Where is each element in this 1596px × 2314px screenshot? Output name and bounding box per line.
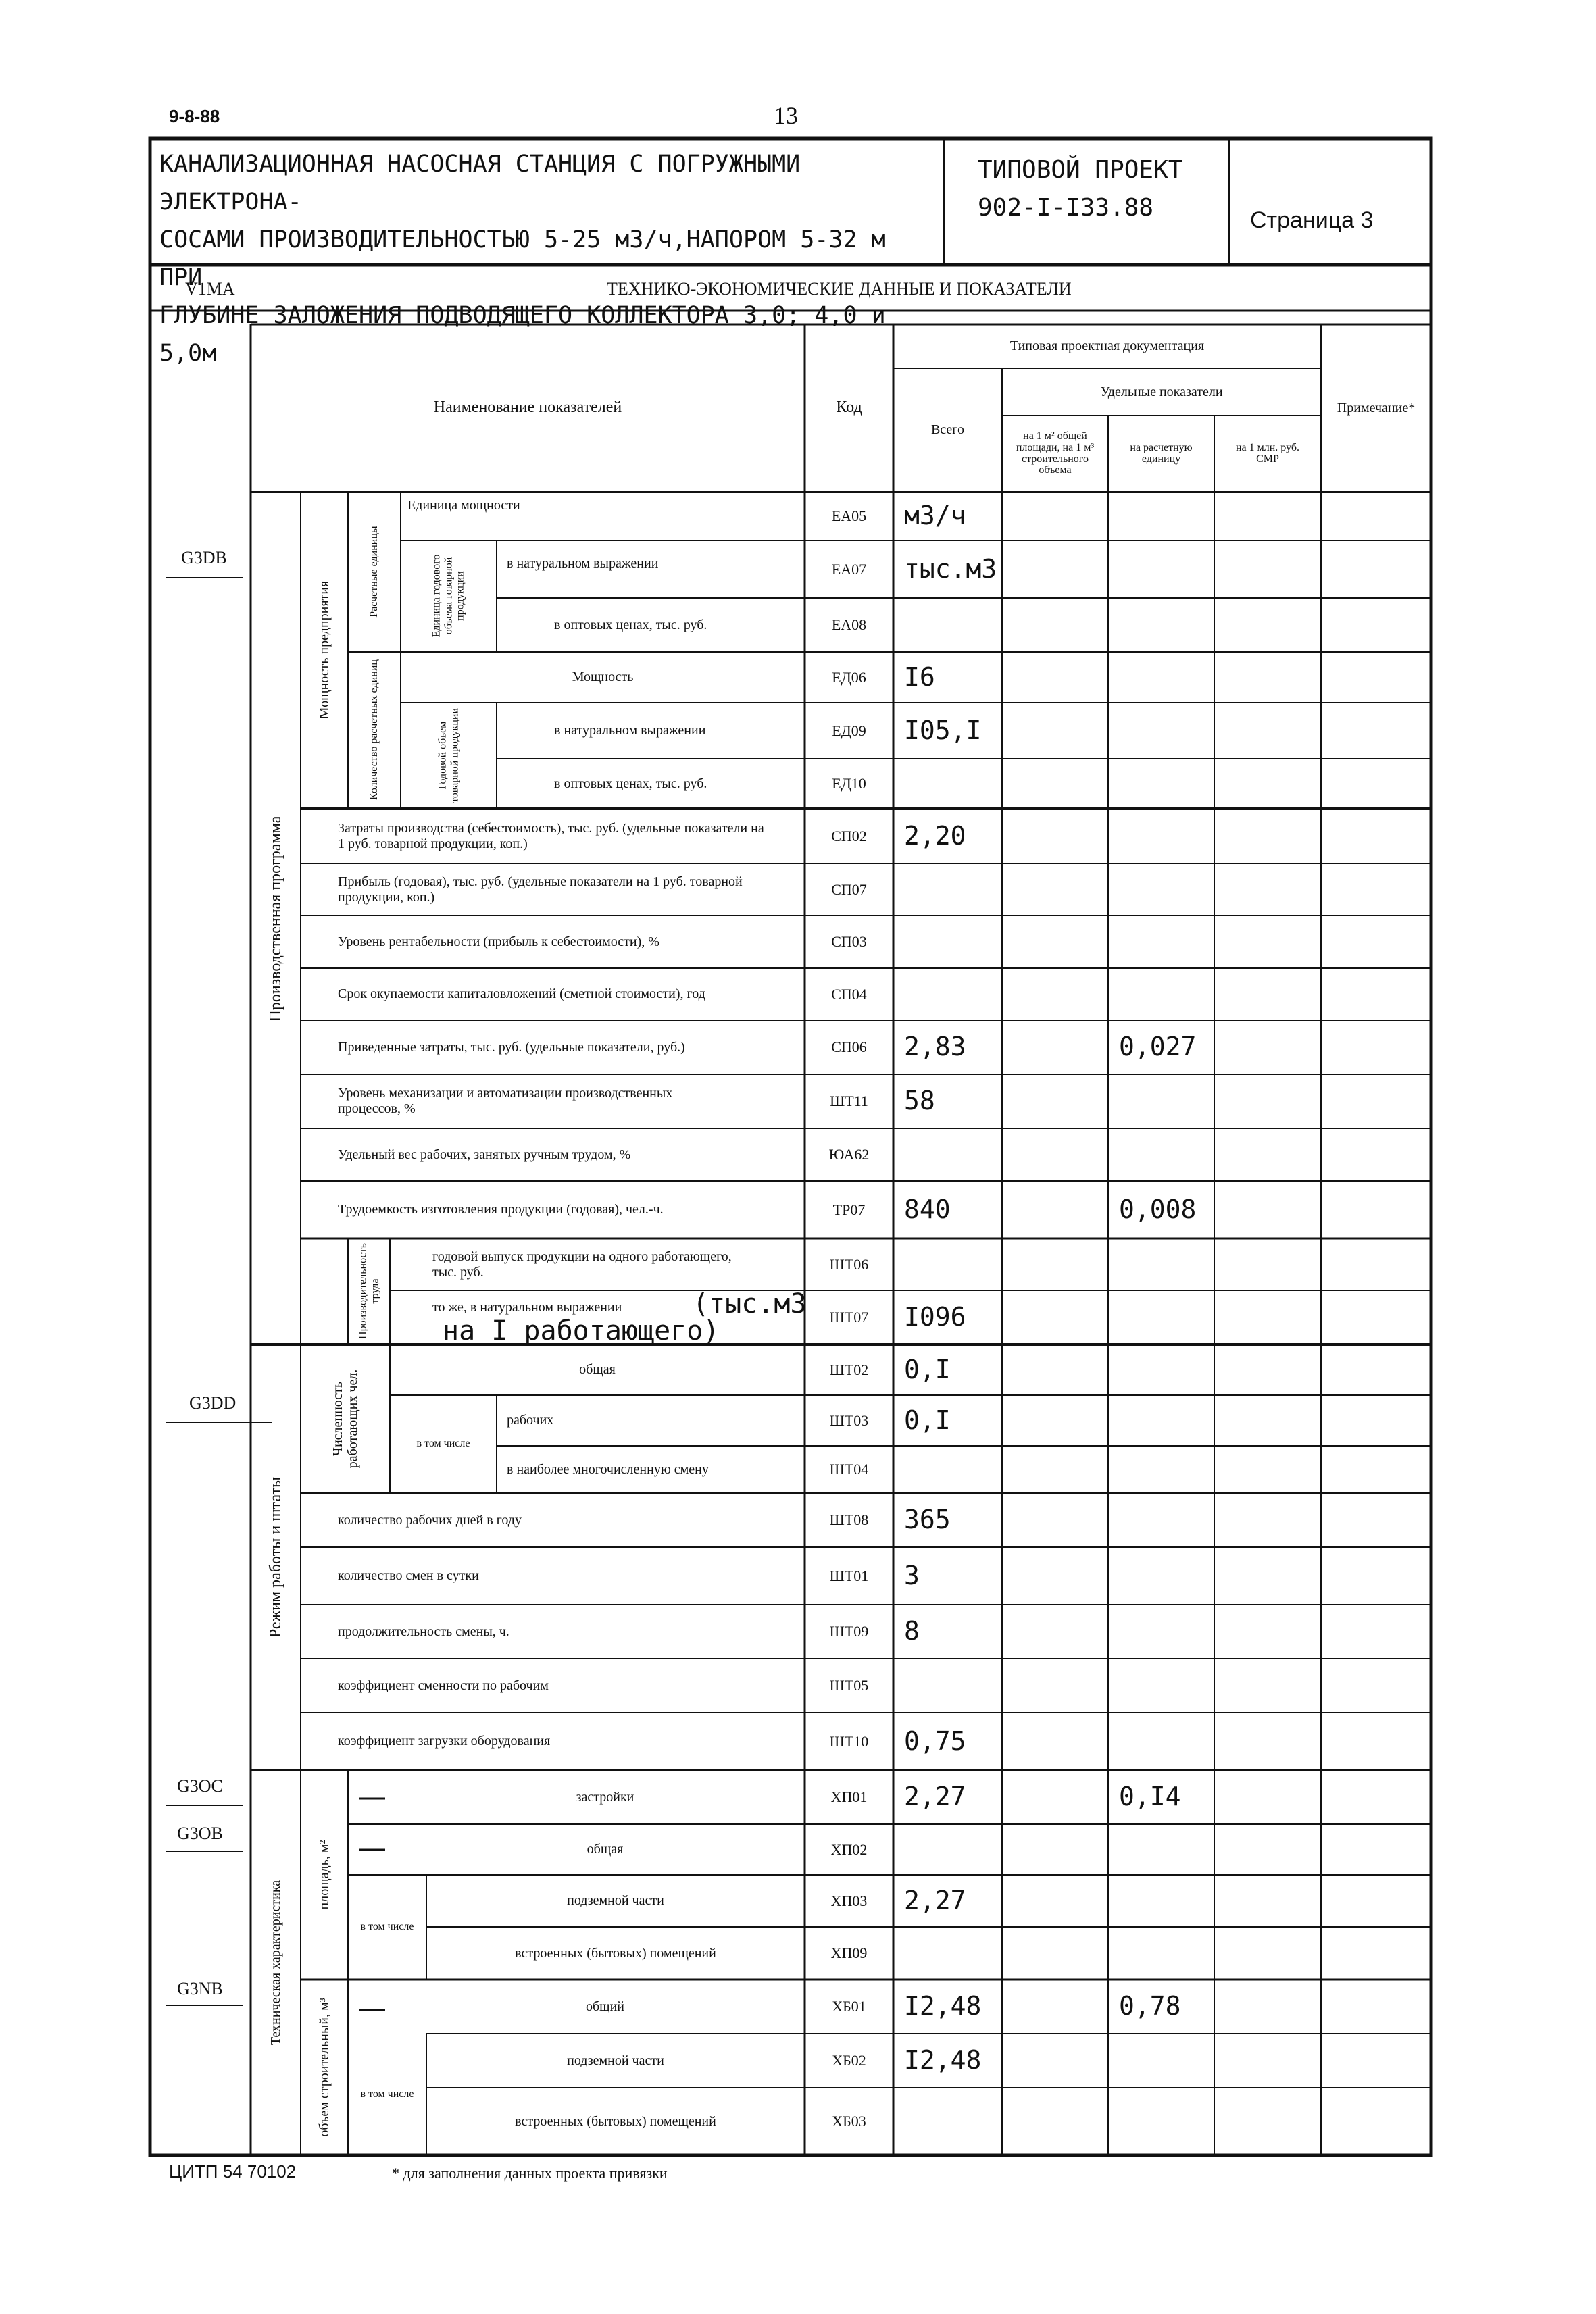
row-name: в натуральном выражении (507, 555, 659, 571)
cell-per-unit (1108, 598, 1214, 652)
row-name: застройки (576, 1789, 634, 1805)
cell-per-area (1002, 1128, 1108, 1181)
cell-per-mln (1214, 1770, 1321, 1824)
row-code: ХП09 (830, 1944, 868, 1962)
row-name: Единица мощности (407, 497, 520, 513)
cell-note (1321, 968, 1431, 1020)
group-tech-characteristics: Техническая характеристика (268, 1880, 283, 2046)
group-building-volume: объем строительный, м³ (317, 1998, 332, 2137)
cell-per-area (1002, 968, 1108, 1020)
cell-per-unit: 0,I4 (1119, 1782, 1181, 1812)
group-headcount: Численность работающих чел. (330, 1369, 360, 1469)
cell-note (1321, 1395, 1431, 1446)
group-count-calc-units: Количество расчетных единиц (368, 659, 380, 800)
cell-per-mln (1214, 1547, 1321, 1605)
cell-per-unit (1108, 1824, 1214, 1875)
cell-note (1321, 1770, 1431, 1824)
row-name: общая (579, 1362, 616, 1377)
cell-per-mln (1214, 2034, 1321, 2088)
row-name: Уровень рентабельности (прибыль к себестоимости), % (338, 934, 659, 949)
footer-stamp: ЦИТП 54 70102 (169, 2161, 297, 2182)
cell-per-unit (1108, 1713, 1214, 1770)
cell-per-unit (1108, 1344, 1214, 1395)
cell-total: I6 (904, 661, 935, 692)
cell-per-area (1002, 1181, 1108, 1238)
cell-note (1321, 1824, 1431, 1875)
cell-per-mln (1214, 759, 1321, 809)
row-name: коэффициент сменности по рабочим (338, 1678, 549, 1693)
cell-total (893, 1927, 1002, 1980)
cell-per-area (1002, 1074, 1108, 1128)
row-name: Прибыль (годовая), тыс. руб. (удельные показатели на 1 руб. товарной продукции, коп.) (338, 874, 743, 905)
cell-per-mln (1214, 1238, 1321, 1290)
cell-total: 0,I (904, 1405, 951, 1435)
row-code: ШТ11 (830, 1092, 868, 1110)
section-code: V1MA (185, 279, 235, 299)
including-label: в том числе (360, 1921, 414, 1933)
cell-note (1321, 1875, 1431, 1927)
cell-per-unit (1108, 1927, 1214, 1980)
cell-note (1321, 1238, 1431, 1290)
header-total: Всего (930, 422, 965, 437)
cell-total (893, 2088, 1002, 2155)
cell-note (1321, 1493, 1431, 1547)
cell-note (1321, 2034, 1431, 2088)
cell-note (1321, 492, 1431, 540)
row-name: рабочих (507, 1413, 554, 1428)
cell-per-area (1002, 809, 1108, 863)
cell-per-unit (1108, 1875, 1214, 1927)
cell-per-mln (1214, 652, 1321, 703)
header-per-mln: на 1 млн. руб. СМР (1235, 441, 1300, 465)
row-code: ХБ01 (832, 1998, 866, 2015)
cell-total: 8 (904, 1616, 920, 1646)
cell-total: м3/ч (904, 501, 966, 531)
group-unit-annual-volume: Единица годового объема товарной продукции (430, 554, 466, 638)
cell-per-area (1002, 652, 1108, 703)
group-calc-units: Расчетные единицы (368, 526, 380, 618)
cell-per-unit: 0,008 (1119, 1194, 1197, 1224)
cell-total: 365 (904, 1505, 951, 1535)
cell-per-mln (1214, 863, 1321, 915)
cell-total: I2,48 (904, 1991, 982, 2021)
including-label: в том числе (416, 1438, 470, 1450)
cell-total (893, 1446, 1002, 1493)
row-name: общий (586, 1998, 624, 2014)
cell-note (1321, 1713, 1431, 1770)
handwritten-note: (тыс.м3 на I работающего) (443, 1288, 807, 1347)
cell-per-mln (1214, 703, 1321, 759)
cell-per-mln (1214, 1875, 1321, 1927)
cell-per-area (1002, 915, 1108, 968)
cell-per-area (1002, 2034, 1108, 2088)
cell-note (1321, 1980, 1431, 2034)
cell-per-mln (1214, 1980, 1321, 2034)
cell-per-area (1002, 1659, 1108, 1713)
row-name: продолжительность смены, ч. (338, 1624, 509, 1639)
cell-per-mln (1214, 2088, 1321, 2155)
row-code: ЕА05 (831, 507, 867, 525)
cell-per-mln (1214, 809, 1321, 863)
cell-total (893, 598, 1002, 652)
row-name: Затраты производства (себестоимость), тыс. руб. (удельные показатели на 1 руб. товарной продукции, коп.) (338, 820, 764, 851)
row-name: в оптовых ценах, тыс. руб. (554, 776, 707, 791)
row-name: в наиболее многочисленную смену (507, 1461, 709, 1477)
cell-per-area (1002, 1020, 1108, 1074)
cell-per-area (1002, 863, 1108, 915)
cell-note (1321, 1344, 1431, 1395)
row-name: Трудоемкость изготовления продукции (годовая), чел.-ч. (338, 1202, 664, 1217)
row-code: СП07 (831, 880, 867, 898)
cell-per-mln (1214, 1824, 1321, 1875)
cell-note (1321, 1605, 1431, 1659)
cell-note (1321, 598, 1431, 652)
row-name: коэффициент загрузки оборудования (338, 1734, 551, 1749)
title-line: СОСАМИ ПРОИЗВОДИТЕЛЬНОСТЬЮ 5-25 м3/ч,НАПОРОМ 5-32 м ПРИ (159, 226, 886, 291)
cell-per-unit (1108, 2088, 1214, 2155)
row-code: ЕА07 (831, 560, 867, 578)
cell-total: 2,20 (904, 820, 966, 851)
row-code: ТР07 (832, 1201, 866, 1218)
row-code: СП04 (831, 985, 867, 1003)
cell-per-area (1002, 1875, 1108, 1927)
header-per-unit: на расчетную единицу (1130, 441, 1193, 465)
project-label: ТИПОВОЙ ПРОЕКТ (978, 156, 1183, 184)
cell-per-unit (1108, 1493, 1214, 1547)
group-labor-productivity: Производительность труда (357, 1243, 380, 1339)
row-code: ШТ02 (829, 1361, 869, 1378)
row-name: подземной части (567, 2053, 664, 2068)
document-number: 9-8-88 (169, 106, 220, 126)
row-code: ШТ04 (829, 1461, 869, 1478)
cell-per-mln (1214, 1128, 1321, 1181)
row-name: встроенных (бытовых) помещений (515, 2113, 716, 2129)
cell-per-area (1002, 1824, 1108, 1875)
cell-total: 2,27 (904, 1885, 966, 1915)
cell-note (1321, 1659, 1431, 1713)
cell-per-area (1002, 759, 1108, 809)
row-name: Приведенные затраты, тыс. руб. (удельные показатели, руб.) (338, 1039, 685, 1055)
row-code: СП02 (831, 827, 867, 845)
cell-per-mln (1214, 1927, 1321, 1980)
cell-per-area (1002, 1290, 1108, 1344)
cell-per-unit (1108, 540, 1214, 598)
cell-per-mln (1214, 1395, 1321, 1446)
cell-total (893, 915, 1002, 968)
row-code: ЕА08 (831, 616, 867, 634)
cell-per-mln (1214, 540, 1321, 598)
row-code: ХП03 (830, 1892, 868, 1909)
cell-per-mln (1214, 1290, 1321, 1344)
header-per-area: на 1 м² общей площади, на 1 м³ строительного объема (1016, 430, 1095, 476)
row-code: ХП01 (830, 1788, 868, 1806)
cell-per-mln (1214, 1493, 1321, 1547)
cell-per-unit (1108, 652, 1214, 703)
group-annual-volume: Годовой объем товарной продукции (437, 707, 460, 803)
cell-total: 0,I (904, 1354, 951, 1384)
cell-per-area (1002, 1344, 1108, 1395)
cell-total (893, 968, 1002, 1020)
margin-code: G3OB (177, 1823, 223, 1843)
cell-per-area (1002, 1713, 1108, 1770)
cell-per-mln (1214, 1344, 1321, 1395)
cell-per-mln (1214, 1020, 1321, 1074)
row-name: то же, в натуральном выражении (432, 1299, 622, 1315)
header-note: Примечание* (1337, 400, 1416, 416)
cell-note (1321, 1181, 1431, 1238)
row-code: ШТ07 (829, 1309, 869, 1326)
cell-per-area (1002, 492, 1108, 540)
row-code: СП06 (831, 1038, 867, 1056)
cell-total: 58 (904, 1086, 935, 1116)
cell-total: 0,75 (904, 1726, 966, 1756)
cell-per-mln (1214, 1181, 1321, 1238)
header-code: Код (836, 399, 862, 417)
footer-note: * для заполнения данных проекта привязки (392, 2165, 668, 2182)
cell-per-mln (1214, 492, 1321, 540)
cell-total (893, 1659, 1002, 1713)
cell-per-unit (1108, 703, 1214, 759)
cell-per-area (1002, 1927, 1108, 1980)
row-name: Уровень механизации и автоматизации производственных процессов, % (338, 1086, 673, 1116)
cell-per-area (1002, 703, 1108, 759)
cell-per-mln (1214, 968, 1321, 1020)
cell-note (1321, 2088, 1431, 2155)
cell-per-mln (1214, 1074, 1321, 1128)
row-name: Удельный вес рабочих, занятых ручным трудом, % (338, 1147, 631, 1162)
cell-note (1321, 863, 1431, 915)
row-code: ШТ05 (829, 1677, 869, 1694)
cell-total: тыс.м3 (904, 553, 997, 584)
title-line: КАНАЛИЗАЦИОННАЯ НАСОСНАЯ СТАНЦИЯ С ПОГРУЖНЫМИ ЭЛЕКТРОНА- (159, 151, 801, 216)
cell-per-unit (1108, 1074, 1214, 1128)
cell-per-area (1002, 1395, 1108, 1446)
row-name: в натуральном выражении (554, 723, 706, 738)
row-code: ХБ02 (832, 2052, 866, 2069)
cell-per-mln (1214, 1446, 1321, 1493)
cell-note (1321, 1074, 1431, 1128)
header-group: Типовая проектная документация (1009, 338, 1205, 353)
cell-per-unit (1108, 809, 1214, 863)
row-code: СП03 (831, 933, 867, 951)
section-title: ТЕХНИКО-ЭКОНОМИЧЕСКИЕ ДАННЫЕ И ПОКАЗАТЕЛИ (607, 279, 1072, 299)
cell-per-unit (1108, 1659, 1214, 1713)
cell-per-unit (1108, 1547, 1214, 1605)
cell-note (1321, 809, 1431, 863)
margin-code: G3NB (177, 1979, 223, 1998)
cell-per-unit (1108, 2034, 1214, 2088)
cell-per-unit (1108, 1446, 1214, 1493)
cell-total: 3 (904, 1560, 920, 1590)
row-code: ШТ03 (829, 1411, 869, 1429)
row-name: подземной части (567, 1893, 664, 1908)
cell-per-area (1002, 1980, 1108, 2034)
title-line: ГЛУБИНЕ ЗАЛОЖЕНИЯ ПОДВОДЯЩЕГО КОЛЛЕКТОРА 3,0; 4,0 и 5,0м (159, 302, 886, 367)
row-code: ЮА62 (828, 1146, 870, 1163)
cell-total (893, 1238, 1002, 1290)
cell-per-unit (1108, 759, 1214, 809)
cell-note (1321, 703, 1431, 759)
cell-per-mln (1214, 1659, 1321, 1713)
cell-note (1321, 1927, 1431, 1980)
group-work-mode: Режим работы и штаты (266, 1476, 284, 1638)
group-area: площадь, м² (317, 1840, 332, 1910)
cell-note (1321, 540, 1431, 598)
row-name: общая (587, 1842, 624, 1857)
cell-per-mln (1214, 1713, 1321, 1770)
row-code: ШТ10 (829, 1732, 869, 1750)
cell-note (1321, 1020, 1431, 1074)
cell-per-area (1002, 1770, 1108, 1824)
cell-per-unit (1108, 1238, 1214, 1290)
cell-per-mln (1214, 598, 1321, 652)
cell-per-area (1002, 2088, 1108, 2155)
project-number: 902-I-I33.88 (978, 194, 1154, 222)
cell-note (1321, 915, 1431, 968)
cell-note (1321, 1547, 1431, 1605)
cell-per-unit (1108, 915, 1214, 968)
header-specific: Удельные показатели (1100, 384, 1223, 399)
row-name: Мощность (572, 670, 634, 684)
cell-total: I096 (904, 1302, 966, 1332)
row-name: количество смен в сутки (338, 1568, 479, 1583)
row-name: встроенных (бытовых) помещений (515, 1945, 716, 1961)
cell-note (1321, 652, 1431, 703)
cell-per-mln (1214, 1605, 1321, 1659)
row-code: ЕД06 (832, 668, 866, 686)
row-code: ЕД10 (832, 775, 866, 793)
page-number: 13 (774, 102, 798, 129)
page-label: Страница 3 (1250, 207, 1374, 233)
margin-code: G3DD (189, 1393, 236, 1413)
cell-note (1321, 759, 1431, 809)
cell-per-unit (1108, 1290, 1214, 1344)
row-name: в оптовых ценах, тыс. руб. (554, 617, 707, 632)
cell-per-unit (1108, 863, 1214, 915)
row-name: количество рабочих дней в году (338, 1512, 522, 1528)
cell-total: 2,83 (904, 1032, 966, 1062)
header-name: Наименование показателей (433, 399, 622, 417)
cell-per-unit (1108, 1605, 1214, 1659)
cell-note (1321, 1446, 1431, 1493)
cell-total: 840 (904, 1194, 951, 1224)
cell-total: I2,48 (904, 2045, 982, 2076)
cell-total (893, 1128, 1002, 1181)
row-code: ЕД09 (832, 722, 866, 739)
cell-per-unit (1108, 492, 1214, 540)
cell-per-area (1002, 1493, 1108, 1547)
cell-total (893, 759, 1002, 809)
row-code: ХП02 (830, 1840, 868, 1858)
cell-total: I05,I (904, 715, 982, 745)
row-name: Срок окупаемости капиталовложений (сметной стоимости), год (338, 986, 705, 1001)
group-enterprise-capacity: Мощность предприятия (317, 580, 332, 720)
cell-per-unit: 0,78 (1119, 1991, 1181, 2021)
cell-per-unit (1108, 968, 1214, 1020)
row-code: ХБ03 (832, 2113, 866, 2130)
row-code: ШТ01 (829, 1567, 869, 1584)
margin-code: G3DB (181, 548, 227, 568)
cell-per-area (1002, 1547, 1108, 1605)
cell-per-unit (1108, 1128, 1214, 1181)
cell-per-area (1002, 1446, 1108, 1493)
cell-total: 2,27 (904, 1782, 966, 1812)
cell-per-area (1002, 1238, 1108, 1290)
cell-total (893, 863, 1002, 915)
cell-per-mln (1214, 915, 1321, 968)
cell-per-unit (1108, 1395, 1214, 1446)
row-code: ШТ09 (829, 1623, 869, 1640)
cell-per-unit: 0,027 (1119, 1032, 1197, 1062)
cell-per-area (1002, 598, 1108, 652)
margin-code: G3OC (177, 1776, 223, 1796)
row-code: ШТ06 (829, 1255, 869, 1273)
including-label: в том числе (360, 2088, 414, 2100)
cell-note (1321, 1128, 1431, 1181)
row-name: годовой выпуск продукции на одного работающего, тыс. руб. (432, 1249, 732, 1280)
group-production-program: Производственная программа (266, 815, 284, 1022)
cell-per-area (1002, 1605, 1108, 1659)
cell-note (1321, 1290, 1431, 1344)
row-code: ШТ08 (829, 1511, 869, 1529)
cell-total (893, 1824, 1002, 1875)
cell-per-area (1002, 540, 1108, 598)
